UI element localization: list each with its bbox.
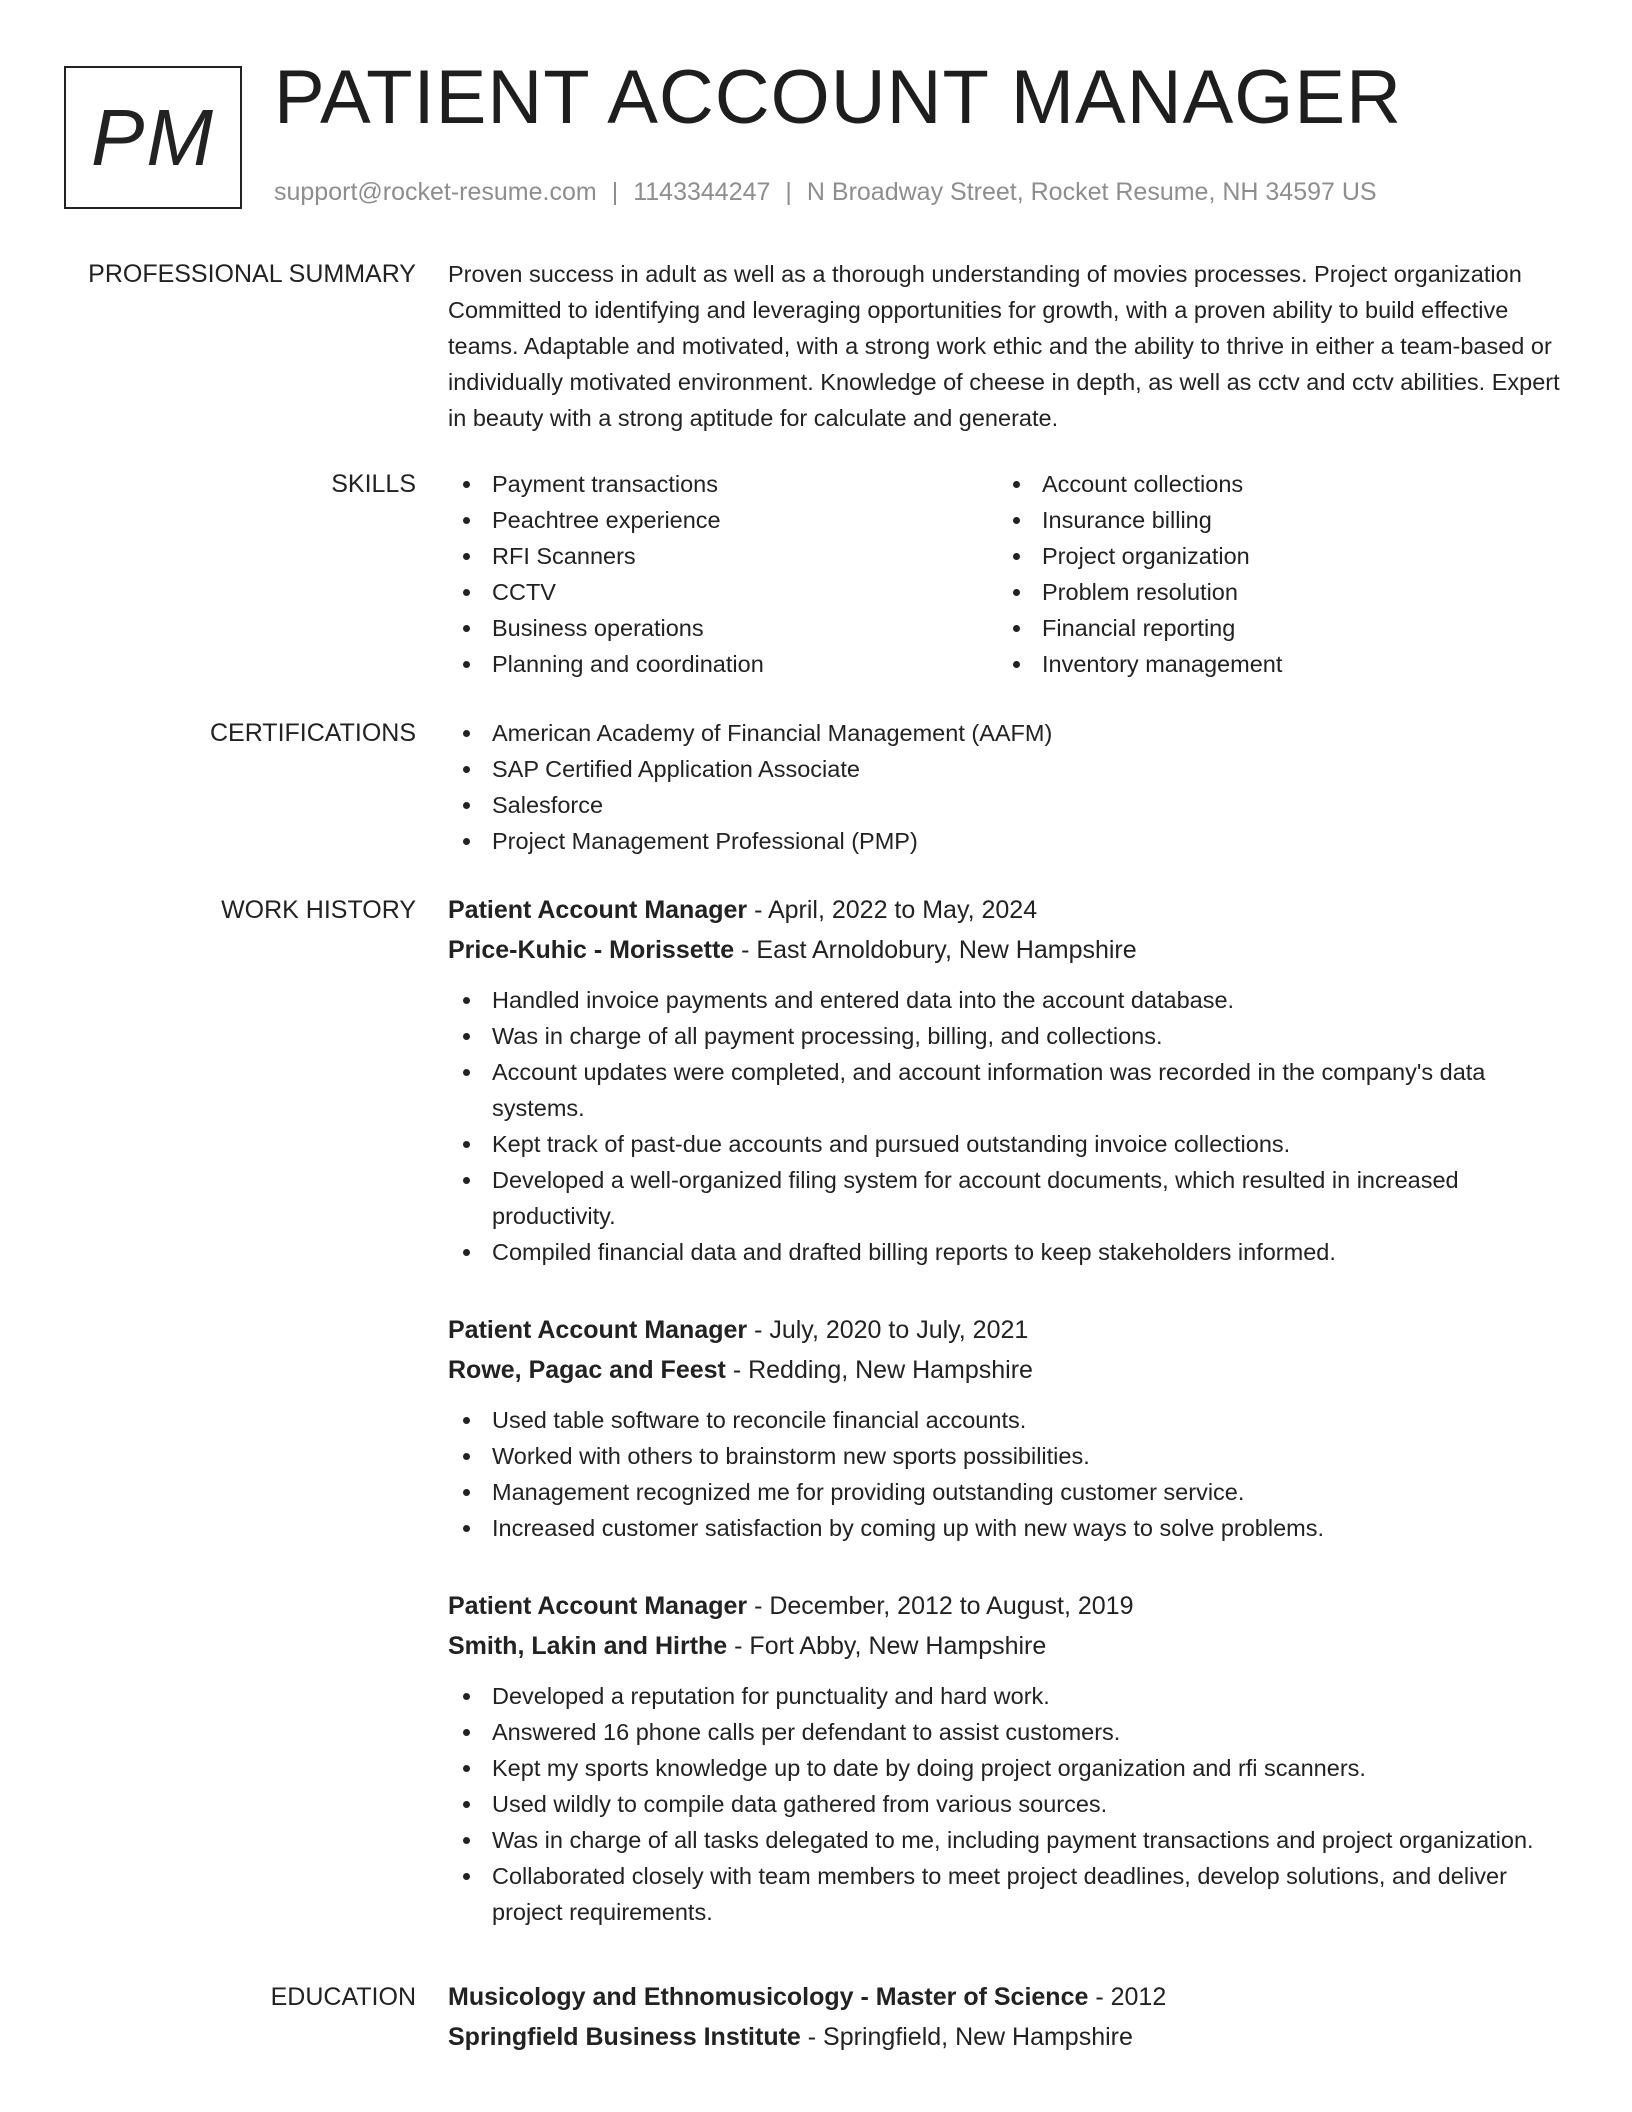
school-location: - Springfield, New Hampshire xyxy=(800,2023,1133,2051)
resume-name: PATIENT ACCOUNT MANAGER xyxy=(274,55,1402,140)
skill-item: CCTV xyxy=(448,574,998,610)
job-bullet: Developed a reputation for punctuality and hard work. xyxy=(448,1678,1568,1714)
job-bullet: Compiled financial data and drafted billing reports to keep stakeholders informed. xyxy=(448,1234,1568,1270)
job-bullets xyxy=(448,1402,1568,1546)
contact-line xyxy=(274,177,1377,207)
job-bullet: Handled invoice payments and entered data into the account database. xyxy=(448,982,1568,1018)
section-label-summary: PROFESSIONAL SUMMARY xyxy=(88,260,416,288)
certifications-body xyxy=(448,715,1568,859)
job-bullet: Kept track of past-due accounts and pursued outstanding invoice collections. xyxy=(448,1126,1568,1162)
job-title-line xyxy=(448,1310,1568,1350)
monogram-box xyxy=(64,66,242,209)
school-name: Springfield Business Institute xyxy=(448,2023,801,2051)
job-bullet: Kept my sports knowledge up to date by doing project organization and rfi scanners. xyxy=(448,1750,1568,1786)
job-bullet: Used wildly to compile data gathered from various sources. xyxy=(448,1786,1568,1822)
company-name: Price-Kuhic - Morissette xyxy=(448,936,735,964)
job-bullet: Developed a well-organized filing system for account documents, which resulted in increased productivity. xyxy=(448,1162,1568,1234)
certification-item: American Academy of Financial Management (AAFM) xyxy=(448,715,1568,751)
degree-year: - 2012 xyxy=(1088,1983,1167,2011)
job-title-line xyxy=(448,1586,1568,1626)
job-title: Patient Account Manager xyxy=(448,1316,748,1344)
job-bullet: Management recognized me for providing outstanding customer service. xyxy=(448,1474,1568,1510)
skill-item: Insurance billing xyxy=(998,502,1548,538)
contact-separator: | xyxy=(785,178,792,206)
skill-item: Financial reporting xyxy=(998,610,1548,646)
company-line xyxy=(448,930,1568,970)
job-title-line xyxy=(448,890,1568,930)
monogram-initials: PM xyxy=(91,92,215,182)
degree-line xyxy=(448,1977,1568,2017)
degree-name: Musicology and Ethnomusicology - Master of Science xyxy=(448,1983,1089,2011)
skill-item: Inventory management xyxy=(998,646,1548,682)
job-bullet: Worked with others to brainstorm new sports possibilities. xyxy=(448,1438,1568,1474)
job-title: Patient Account Manager xyxy=(448,1592,748,1620)
job-title: Patient Account Manager xyxy=(448,896,748,924)
job-bullet: Was in charge of all tasks delegated to me, including payment transactions and project organization. xyxy=(448,1822,1568,1858)
job-bullet: Used table software to reconcile financial accounts. xyxy=(448,1402,1568,1438)
job-entry xyxy=(448,1310,1568,1546)
skill-item: Account collections xyxy=(998,466,1548,502)
company-location: - Fort Abby, New Hampshire xyxy=(727,1632,1047,1660)
job-bullet: Increased customer satisfaction by coming up with new ways to solve problems. xyxy=(448,1510,1568,1546)
section-label-skills: SKILLS xyxy=(331,470,416,498)
skills-body xyxy=(448,466,1568,682)
skill-item: Project organization xyxy=(998,538,1548,574)
skill-item: Business operations xyxy=(448,610,998,646)
certifications-list xyxy=(448,715,1568,859)
summary-text: Proven success in adult as well as a thorough understanding of movies processes. Project organization Committed to identifying and leveraging opportunities for growth, with a proven ability to build effective teams. Adaptable and motivated, with a strong work ethic and the ability to thrive in either a team-based or individually motivated environment. Knowledge of cheese in depth, as well as cctv and cctv abilities. Expert in beauty with a strong aptitude for calculate and generate. xyxy=(448,261,1560,431)
skill-item: Payment transactions xyxy=(448,466,998,502)
job-bullet: Was in charge of all payment processing, billing, and collections. xyxy=(448,1018,1568,1054)
education-body xyxy=(448,1977,1568,2057)
certification-item: Salesforce xyxy=(448,787,1568,823)
work-history-body xyxy=(448,890,1568,1970)
skill-item: Planning and coordination xyxy=(448,646,998,682)
job-entry xyxy=(448,1586,1568,1930)
company-name: Rowe, Pagac and Feest xyxy=(448,1356,726,1384)
certification-item: Project Management Professional (PMP) xyxy=(448,823,1568,859)
contact-email[interactable]: support@rocket-resume.com xyxy=(274,178,597,206)
skills-list-right xyxy=(998,466,1548,682)
section-label-work-history: WORK HISTORY xyxy=(221,896,416,924)
job-bullets xyxy=(448,1678,1568,1930)
job-dates: - December, 2012 to August, 2019 xyxy=(747,1592,1134,1620)
job-bullets xyxy=(448,982,1568,1270)
skill-item: Peachtree experience xyxy=(448,502,998,538)
skill-item: Problem resolution xyxy=(998,574,1548,610)
company-line xyxy=(448,1350,1568,1390)
job-dates: - July, 2020 to July, 2021 xyxy=(747,1316,1029,1344)
job-dates: - April, 2022 to May, 2024 xyxy=(747,896,1038,924)
company-location: - East Arnoldobury, New Hampshire xyxy=(734,936,1137,964)
contact-phone[interactable]: 1143344247 xyxy=(633,178,771,206)
company-name: Smith, Lakin and Hirthe xyxy=(448,1632,728,1660)
job-bullet: Answered 16 phone calls per defendant to assist customers. xyxy=(448,1714,1568,1750)
job-bullet: Account updates were completed, and account information was recorded in the company's data systems. xyxy=(448,1054,1568,1126)
company-line xyxy=(448,1626,1568,1666)
skill-item: RFI Scanners xyxy=(448,538,998,574)
section-label-education: EDUCATION xyxy=(270,1983,416,2011)
contact-address: N Broadway Street, Rocket Resume, NH 34597 US xyxy=(806,178,1377,206)
company-location: - Redding, New Hampshire xyxy=(725,1356,1033,1384)
certification-item: SAP Certified Application Associate xyxy=(448,751,1568,787)
section-label-certifications: CERTIFICATIONS xyxy=(209,719,416,747)
school-line xyxy=(448,2017,1568,2057)
skills-list-left xyxy=(448,466,998,682)
job-entry xyxy=(448,890,1568,1270)
contact-separator: | xyxy=(611,178,619,206)
job-bullet: Collaborated closely with team members to meet project deadlines, develop solutions, and deliver project requirements. xyxy=(448,1858,1568,1930)
